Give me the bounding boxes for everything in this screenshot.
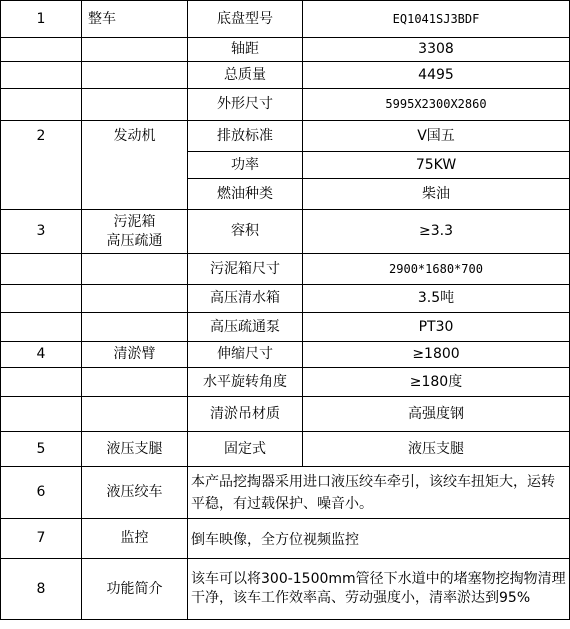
item-label: 伸缩尺寸 [188,342,303,368]
row-number: 7 [1,519,82,559]
table-row [1,121,570,152]
category-empty [82,89,188,121]
table-row [1,432,570,467]
row-number: 8 [1,559,82,620]
table-row [1,368,570,397]
table-row [1,1,570,38]
item-value: 液压支腿 [303,432,570,467]
row-number-empty [1,38,82,62]
item-value: 5995X2300X2860 [303,89,570,121]
row-number-empty [1,313,82,342]
table-row [1,210,570,254]
category-cell [82,210,188,254]
table-row [1,397,570,432]
row-number: 1 [1,1,82,38]
row-number: 3 [1,210,82,254]
item-value: 3308 [303,38,570,62]
item-label: 排放标准 [188,121,303,152]
row-number-empty [1,285,82,313]
item-label: 容积 [188,210,303,254]
item-label: 高压疏通泵 [188,313,303,342]
table-row [1,62,570,89]
item-value: 3.5吨 [303,285,570,313]
category-cell: 监控 [82,519,188,559]
row-number: 4 [1,342,82,368]
table-row [1,254,570,285]
description-cell: 该车可以将300-1500mm管径下水道中的堵塞物挖掏物清理干净，该车工作效率高、劳动强度小，清率淤达到95% [188,559,570,620]
item-label: 燃油种类 [188,179,303,210]
category-cell: 发动机 [82,121,188,210]
item-label: 清淤吊材质 [188,397,303,432]
category-empty [82,285,188,313]
item-label: 轴距 [188,38,303,62]
item-value: ≥3.3 [303,210,570,254]
table-row [1,519,570,559]
category-empty [82,313,188,342]
row-number: 2 [1,121,82,210]
table-row [1,89,570,121]
item-value: 高强度钢 [303,397,570,432]
category-line: 污泥箱 [113,213,156,230]
category-empty [82,38,188,62]
table-row [1,467,570,519]
row-number-empty [1,254,82,285]
item-label: 高压清水箱 [188,285,303,313]
item-value: EQ1041SJ3BDF [303,1,570,38]
category-line: 高压疏通 [106,232,163,249]
table-row [1,313,570,342]
item-value: V国五 [303,121,570,152]
item-value: 2900*1680*700 [303,254,570,285]
category-empty [82,397,188,432]
item-value: 柴油 [303,179,570,210]
category-empty [82,62,188,89]
category-cell: 液压绞车 [82,467,188,519]
category-empty [82,368,188,397]
item-value: PT30 [303,313,570,342]
row-number-empty [1,62,82,89]
item-label: 总质量 [188,62,303,89]
item-label: 水平旋转角度 [188,368,303,397]
row-number-empty [1,368,82,397]
item-label: 外形尺寸 [188,89,303,121]
category-cell: 液压支腿 [82,432,188,467]
item-value: 4495 [303,62,570,89]
item-value: 75KW [303,152,570,179]
table-row [1,285,570,313]
description-cell: 倒车映像，全方位视频监控 [188,519,570,559]
item-value: ≥180度 [303,368,570,397]
category-cell: 功能简介 [82,559,188,620]
row-number-empty [1,89,82,121]
row-number-empty [1,397,82,432]
item-label: 污泥箱尺寸 [188,254,303,285]
item-label: 固定式 [188,432,303,467]
item-value: ≥1800 [303,342,570,368]
category-cell: 清淤臂 [82,342,188,368]
table-row [1,342,570,368]
description-cell: 本产品挖掏器采用进口液压绞车牵引，该绞车扭矩大，运转平稳，有过载保护、噪音小。 [188,467,570,519]
row-number: 6 [1,467,82,519]
item-label: 功率 [188,152,303,179]
item-label: 底盘型号 [188,1,303,38]
row-number: 5 [1,432,82,467]
table-row [1,38,570,62]
category-cell: 整车 [82,1,188,38]
category-empty [82,254,188,285]
table-row [1,559,570,620]
